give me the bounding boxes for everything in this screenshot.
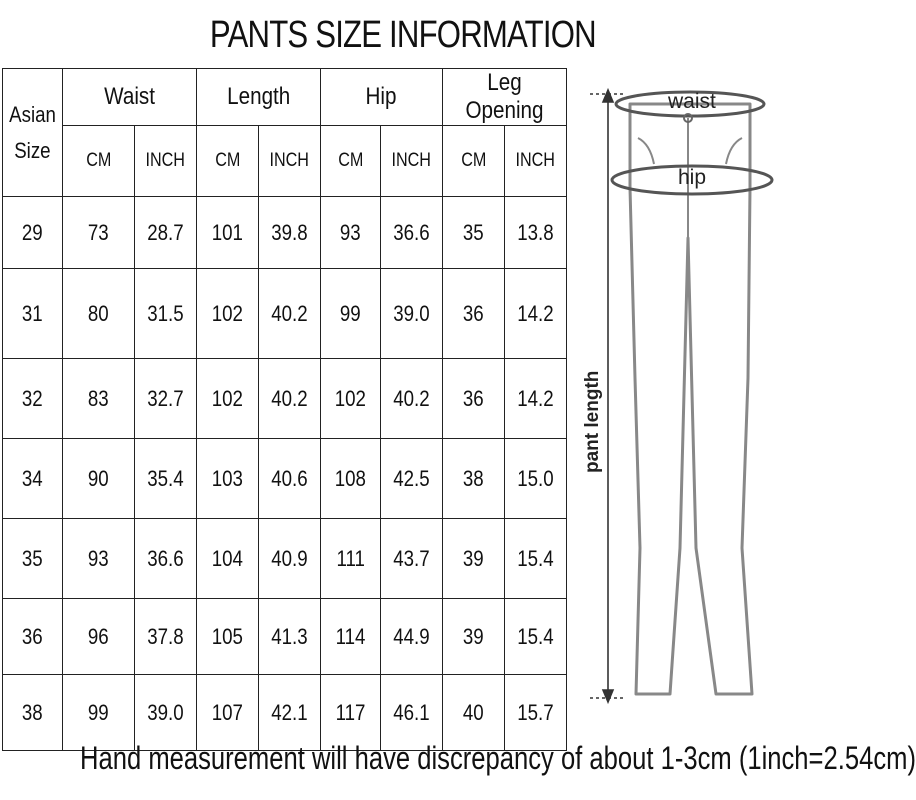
value-cell: 36 — [443, 359, 505, 439]
unit-header: INCH — [381, 126, 443, 197]
value-cell: 102 — [197, 359, 259, 439]
value-cell: 105 — [197, 599, 259, 675]
value-cell: 39 — [443, 599, 505, 675]
value-cell: 38 — [443, 439, 505, 519]
table-body — [3, 197, 567, 751]
value-cell: 104 — [197, 519, 259, 599]
size-cell: 36 — [3, 599, 63, 675]
value-cell: 96 — [63, 599, 135, 675]
unit-header: INCH — [259, 126, 321, 197]
value-cell: 14.2 — [505, 359, 567, 439]
value-cell: 99 — [321, 269, 381, 359]
value-cell: 15.4 — [505, 599, 567, 675]
leg-opening-group-header: Leg Opening — [443, 69, 567, 126]
value-cell: 36.6 — [135, 519, 197, 599]
value-cell: 107 — [197, 675, 259, 751]
value-cell: 117 — [321, 675, 381, 751]
value-cell: 39.8 — [259, 197, 321, 269]
value-cell: 31.5 — [135, 269, 197, 359]
table-row — [3, 197, 567, 269]
value-cell: 35.4 — [135, 439, 197, 519]
value-cell: 15.4 — [505, 519, 567, 599]
value-cell: 80 — [63, 269, 135, 359]
value-cell: 40.2 — [259, 359, 321, 439]
table-row — [3, 599, 567, 675]
asian-size-label-line1: Asian — [9, 101, 56, 127]
size-cell: 29 — [3, 197, 63, 269]
waist-group-header: Waist — [63, 69, 197, 126]
measurement-note: Hand measurement will have discrepancy of about 1-3cm (1inch=2.54cm) — [80, 740, 916, 776]
value-cell: 42.1 — [259, 675, 321, 751]
value-cell: 102 — [197, 269, 259, 359]
value-cell: 15.7 — [505, 675, 567, 751]
value-cell: 101 — [197, 197, 259, 269]
table-row — [3, 519, 567, 599]
waist-label: waist — [668, 90, 716, 113]
value-cell: 40.6 — [259, 439, 321, 519]
value-cell: 14.2 — [505, 269, 567, 359]
asian-size-label-line2: Size — [14, 137, 51, 163]
value-cell: 83 — [63, 359, 135, 439]
value-cell: 32.7 — [135, 359, 197, 439]
value-cell: 114 — [321, 599, 381, 675]
value-cell: 40.2 — [259, 269, 321, 359]
value-cell: 39.0 — [381, 269, 443, 359]
size-cell: 31 — [3, 269, 63, 359]
value-cell: 102 — [321, 359, 381, 439]
hip-label: hip — [678, 166, 707, 189]
pants-diagram — [580, 78, 795, 718]
value-cell: 15.0 — [505, 439, 567, 519]
unit-header: CM — [63, 126, 135, 197]
value-cell: 46.1 — [381, 675, 443, 751]
asian-size-header — [3, 69, 63, 197]
table-row — [3, 359, 567, 439]
value-cell: 93 — [321, 197, 381, 269]
value-cell: 73 — [63, 197, 135, 269]
header-row-units — [3, 126, 567, 197]
value-cell: 39 — [443, 519, 505, 599]
value-cell: 111 — [321, 519, 381, 599]
value-cell: 36 — [443, 269, 505, 359]
hip-group-header: Hip — [321, 69, 443, 126]
value-cell: 40.2 — [381, 359, 443, 439]
value-cell: 108 — [321, 439, 381, 519]
pant-length-label: pant length — [582, 370, 603, 473]
value-cell: 40 — [443, 675, 505, 751]
value-cell: 36.6 — [381, 197, 443, 269]
value-cell: 35 — [443, 197, 505, 269]
value-cell: 90 — [63, 439, 135, 519]
value-cell: 13.8 — [505, 197, 567, 269]
unit-header: CM — [321, 126, 381, 197]
value-cell: 44.9 — [381, 599, 443, 675]
size-cell: 38 — [3, 675, 63, 751]
value-cell: 28.7 — [135, 197, 197, 269]
value-cell: 39.0 — [135, 675, 197, 751]
table-row — [3, 439, 567, 519]
value-cell: 99 — [63, 675, 135, 751]
value-cell: 40.9 — [259, 519, 321, 599]
size-cell: 34 — [3, 439, 63, 519]
header-row-groups — [3, 69, 567, 126]
size-cell: 35 — [3, 519, 63, 599]
value-cell: 41.3 — [259, 599, 321, 675]
length-group-header: Length — [197, 69, 321, 126]
unit-header: CM — [443, 126, 505, 197]
unit-header: INCH — [505, 126, 567, 197]
value-cell: 43.7 — [381, 519, 443, 599]
size-cell: 32 — [3, 359, 63, 439]
value-cell: 93 — [63, 519, 135, 599]
value-cell: 103 — [197, 439, 259, 519]
unit-header: CM — [197, 126, 259, 197]
table-row — [3, 269, 567, 359]
page-title: PANTS SIZE INFORMATION — [209, 14, 596, 56]
value-cell: 42.5 — [381, 439, 443, 519]
size-table — [2, 68, 567, 751]
value-cell: 37.8 — [135, 599, 197, 675]
unit-header: INCH — [135, 126, 197, 197]
